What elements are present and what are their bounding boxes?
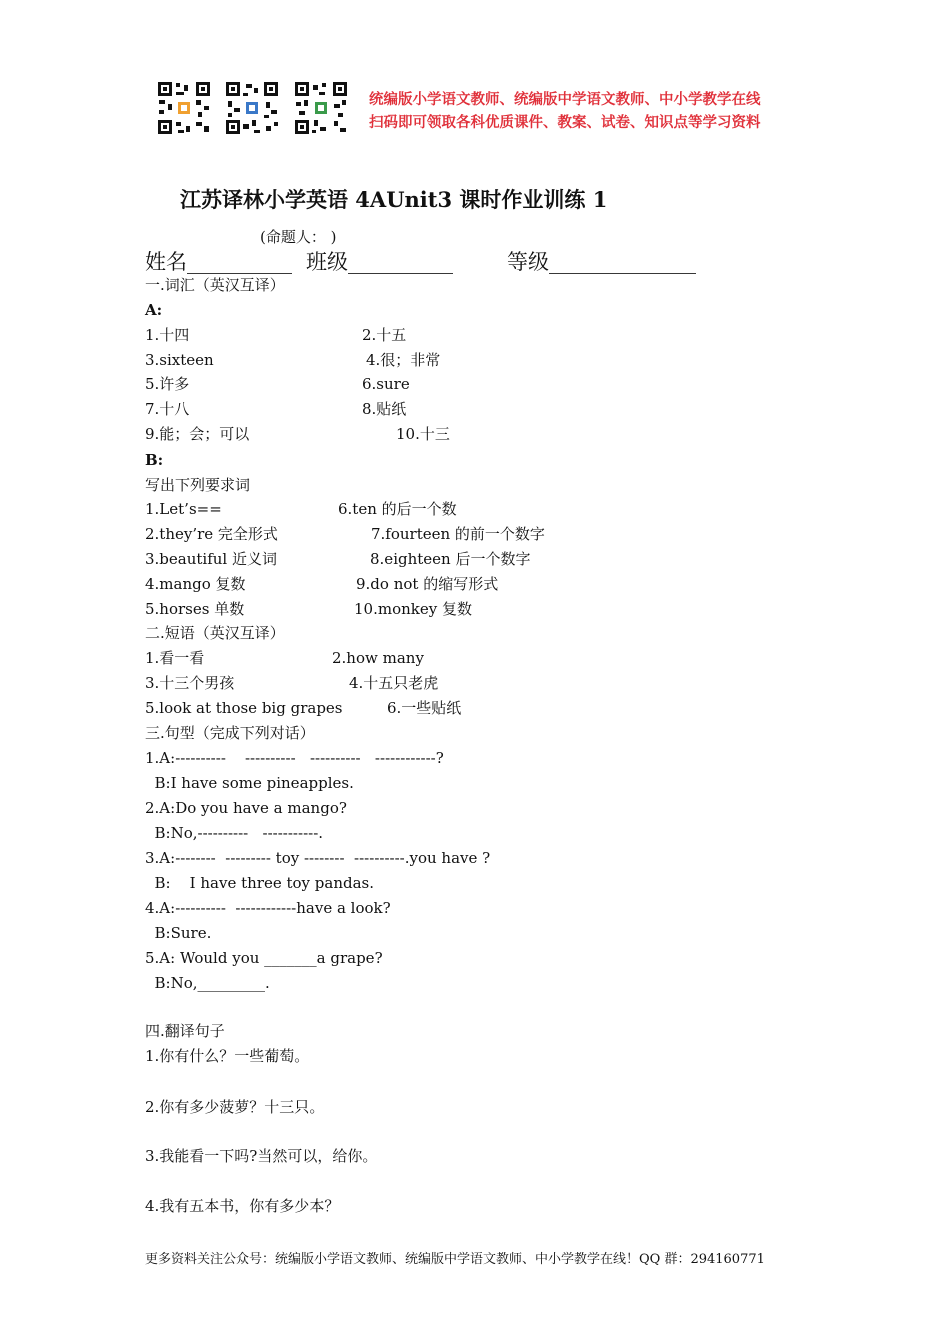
footer-note: 更多资料关注公众号：统编版小学语文教师、统编版中学语文教师、中小学教学在线！QQ 群：294160771 (145, 1252, 765, 1267)
vocab-item: 2.十五 (362, 326, 407, 344)
section-heading-phrases: 二.短语（英汉互译） (145, 624, 285, 642)
name-field: 姓名__________ (145, 250, 292, 274)
phrase-item: 1.看一看 (145, 649, 205, 667)
phrase-item: 3.十三个男孩 (145, 674, 235, 692)
word-item: 8.eighteen 后一个数字 (370, 550, 531, 568)
dialogue-line: 3.A:-------- --------- toy -------- ----------.you have ? (145, 849, 491, 867)
vocab-item: 10.十三 (396, 425, 450, 443)
dialogue-line: B:No,_________. (145, 974, 270, 992)
translation-item: 1.你有什么？一些葡萄。 (145, 1047, 310, 1065)
section-heading-translation: 四.翻译句子 (145, 1022, 225, 1040)
dialogue-line: B:I have some pineapples. (145, 774, 354, 792)
dialogue-line: 1.A:---------- ---------- ---------- ------------? (145, 749, 444, 767)
dialogue-line: B:No,---------- -----------. (145, 824, 324, 842)
vocab-item: 1.十四 (145, 326, 190, 344)
translation-item: 2.你有多少菠萝？十三只。 (145, 1098, 325, 1116)
part-b-label: B: (145, 451, 164, 469)
dialogue-line: 4.A:---------- ------------have a look? (145, 899, 391, 917)
section-heading-dialogue: 三.句型（完成下列对话） (145, 724, 315, 742)
word-item: 1.Let’s== (145, 500, 222, 518)
qr-code-icon (156, 80, 212, 136)
vocab-item: 7.十八 (145, 400, 190, 418)
dialogue-line: B:Sure. (145, 924, 212, 942)
dialogue-line: 5.A: Would you _______a grape? (145, 949, 383, 967)
dialogue-line: 2.A:Do you have a mango? (145, 799, 347, 817)
vocab-item: 3.sixteen (145, 351, 214, 369)
vocab-item: 5.许多 (145, 375, 190, 393)
phrase-item: 6.一些贴纸 (387, 699, 462, 717)
vocab-item: 8.贴纸 (362, 400, 407, 418)
phrase-item: 5.look at those big grapes (145, 699, 343, 717)
word-item: 6.ten 的后一个数 (338, 500, 457, 518)
dialogue-line: B: I have three toy pandas. (145, 874, 374, 892)
qr-code-icon (293, 80, 349, 136)
promo-line-1: 统编版小学语文教师、统编版中学语文教师、中小学教学在线 (369, 92, 761, 108)
vocab-item: 9.能；会；可以 (145, 425, 250, 443)
word-item: 5.horses 单数 (145, 600, 245, 618)
vocab-item: 6.sure (362, 375, 410, 393)
word-item: 2.they’re 完全形式 (145, 525, 278, 543)
page-title: 江苏译林小学英语 4AUnit3 课时作业训练 1 (180, 187, 608, 212)
part-b-instruction: 写出下列要求词 (145, 476, 251, 494)
phrase-item: 2.how many (332, 649, 424, 667)
grade-field: 等级______________ (507, 250, 696, 274)
word-item: 9.do not 的缩写形式 (356, 575, 499, 593)
word-item: 4.mango 复数 (145, 575, 246, 593)
word-item: 10.monkey 复数 (354, 600, 472, 618)
class-field: 班级__________ (306, 250, 453, 274)
section-heading-vocabulary: 一.词汇（英汉互译） (145, 276, 285, 294)
word-item: 7.fourteen 的前一个数字 (371, 525, 545, 543)
author-line: (命题人： ) (260, 228, 337, 246)
promo-line-2: 扫码即可领取各科优质课件、教案、试卷、知识点等学习资料 (369, 115, 761, 131)
translation-item: 3.我能看一下吗?当然可以，给你。 (145, 1147, 378, 1165)
word-item: 3.beautiful 近义词 (145, 550, 277, 568)
part-a-label: A: (145, 301, 163, 319)
vocab-item: 4.很；非常 (366, 351, 441, 369)
qr-code-icon (224, 80, 280, 136)
translation-item: 4.我有五本书，你有多少本？ (145, 1197, 340, 1215)
phrase-item: 4.十五只老虎 (349, 674, 439, 692)
